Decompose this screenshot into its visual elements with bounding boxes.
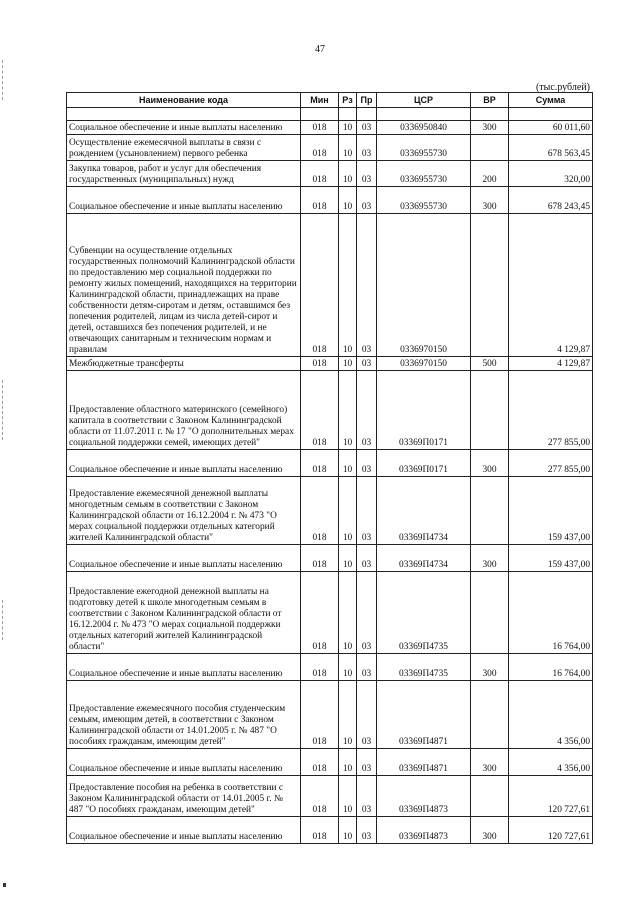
cell-sum: 120 727,61	[509, 776, 593, 817]
header-rz: Рз	[339, 93, 357, 108]
cell-rz: 10	[339, 371, 357, 450]
header-csr: ЦСР	[377, 93, 471, 108]
cell-vr	[471, 477, 509, 545]
budget-table	[66, 92, 593, 844]
cell-pr: 03	[357, 654, 377, 681]
table-row	[67, 214, 593, 357]
cell-csr	[377, 108, 471, 121]
header-sum: Сумма	[509, 93, 593, 108]
cell-csr: 03369П4734	[377, 477, 471, 545]
cell-sum: 320,00	[509, 161, 593, 187]
table-row	[67, 357, 593, 371]
cell-pr: 03	[357, 187, 377, 214]
cell-min: 018	[301, 161, 339, 187]
cell-sum: 159 437,00	[509, 545, 593, 572]
cell-sum: 4 129,87	[509, 214, 593, 357]
cell-rz: 10	[339, 187, 357, 214]
cell-min: 018	[301, 654, 339, 681]
cell-csr: 03369П0171	[377, 450, 471, 477]
cell-rz: 10	[339, 161, 357, 187]
cell-min: 018	[301, 121, 339, 135]
table-row	[67, 371, 593, 450]
cell-vr: 300	[471, 817, 509, 844]
cell-vr: 300	[471, 545, 509, 572]
table-row	[67, 121, 593, 135]
cell-sum: 60 011,60	[509, 121, 593, 135]
units-label: (тыс.рублей)	[535, 82, 590, 93]
cell-csr: 03369П0171	[377, 371, 471, 450]
cell-min: 018	[301, 776, 339, 817]
cell-vr	[471, 135, 509, 161]
cell-sum: 120 727,61	[509, 817, 593, 844]
table-row	[67, 681, 593, 749]
header-row	[67, 93, 593, 108]
cell-vr: 300	[471, 749, 509, 776]
cell-sum: 4 356,00	[509, 749, 593, 776]
cell-pr: 03	[357, 371, 377, 450]
cell-sum: 678 563,45	[509, 135, 593, 161]
cell-csr: 03369П4871	[377, 681, 471, 749]
cell-pr: 03	[357, 357, 377, 371]
cell-csr: 0336955730	[377, 135, 471, 161]
cell-sum: 4 356,00	[509, 681, 593, 749]
cell-vr: 300	[471, 187, 509, 214]
cell-name: Социальное обеспечение и иные выплаты населению	[67, 654, 301, 681]
cell-vr: 300	[471, 121, 509, 135]
cell-min: 018	[301, 545, 339, 572]
cell-name: Субвенции на осуществление отдельных государственных полномочий Калининградской области по предоставлению мер социальной поддержки по ремонту жилых помещений, находящихся на территории Калининградской области, принадлежащих на праве собственности детям-сиротам и детям, оставшимся без попечения родителей, лицам из числа детей-сирот и детей, оставшихся без попечения родителей, и не отвечающих санитарным и техническим нормам и правилам	[67, 214, 301, 357]
cell-sum: 159 437,00	[509, 477, 593, 545]
cell-csr: 03369П4735	[377, 572, 471, 654]
table-row	[67, 450, 593, 477]
cell-pr: 03	[357, 214, 377, 357]
cell-name: Социальное обеспечение и иные выплаты населению	[67, 749, 301, 776]
cell-min: 018	[301, 450, 339, 477]
cell-vr	[471, 214, 509, 357]
cell-min: 018	[301, 357, 339, 371]
cell-csr: 03369П4873	[377, 817, 471, 844]
cell-sum: 4 129,87	[509, 357, 593, 371]
cell-rz: 10	[339, 681, 357, 749]
cell-csr: 03369П4873	[377, 776, 471, 817]
cell-pr: 03	[357, 450, 377, 477]
cell-csr: 0336970150	[377, 214, 471, 357]
cell-name: Социальное обеспечение и иные выплаты населению	[67, 121, 301, 135]
header-min: Мин	[301, 93, 339, 108]
cell-rz: 10	[339, 545, 357, 572]
cell-min: 018	[301, 572, 339, 654]
cell-rz: 10	[339, 121, 357, 135]
cell-name: Предоставление областного материнского (семейного) капитала в соответствии с Законом Калининградской области от 11.07.2011 г. № 17 "О дополнительных мерах социальной поддержки семей, имеющих детей"	[67, 371, 301, 450]
cell-pr: 03	[357, 681, 377, 749]
cell-vr: 500	[471, 357, 509, 371]
table-row	[67, 187, 593, 214]
cell-name: Социальное обеспечение и иные выплаты населению	[67, 187, 301, 214]
cell-name: Закупка товаров, работ и услуг для обеспечения государственных (муниципальных) нужд	[67, 161, 301, 187]
cell-sum: 16 764,00	[509, 572, 593, 654]
cell-rz: 10	[339, 214, 357, 357]
cell-pr	[357, 108, 377, 121]
cell-csr: 0336970150	[377, 357, 471, 371]
cell-vr	[471, 108, 509, 121]
cell-sum	[509, 108, 593, 121]
cell-vr	[471, 572, 509, 654]
cell-min: 018	[301, 214, 339, 357]
cell-rz: 10	[339, 654, 357, 681]
cell-csr: 0336955730	[377, 161, 471, 187]
cell-name: Предоставление ежемесячной денежной выплаты многодетным семьям в соответствии с Законом Калининградской области от 16.12.2004 г. № 473 "О мерах социальной поддержки отдельных категорий жителей Калининградской области"	[67, 477, 301, 545]
cell-rz: 10	[339, 450, 357, 477]
cell-vr	[471, 681, 509, 749]
table-row	[67, 135, 593, 161]
cell-csr: 03369П4735	[377, 654, 471, 681]
cell-rz: 10	[339, 817, 357, 844]
cell-min: 018	[301, 371, 339, 450]
cell-pr: 03	[357, 817, 377, 844]
cell-min: 018	[301, 135, 339, 161]
cell-pr: 03	[357, 749, 377, 776]
table-row	[67, 108, 593, 121]
cell-name: Социальное обеспечение и иные выплаты населению	[67, 817, 301, 844]
cell-rz: 10	[339, 357, 357, 371]
cell-sum: 678 243,45	[509, 187, 593, 214]
cell-name: Осуществление ежемесячной выплаты в связи с рождением (усыновлением) первого ребенка	[67, 135, 301, 161]
cell-pr: 03	[357, 161, 377, 187]
table-row	[67, 654, 593, 681]
cell-sum: 16 764,00	[509, 654, 593, 681]
cell-name: Предоставление ежемесячного пособия студенческим семьям, имеющим детей, в соответствии с Законом Калининградской области от 14.01.2005 г. № 487 "О пособиях гражданам, имеющим детей"	[67, 681, 301, 749]
scan-mark	[3, 883, 6, 887]
page-number: 47	[315, 44, 325, 55]
table-row	[67, 572, 593, 654]
table-row	[67, 817, 593, 844]
cell-min: 018	[301, 187, 339, 214]
cell-min: 018	[301, 817, 339, 844]
table-row	[67, 477, 593, 545]
cell-name: Предоставление ежегодной денежной выплаты на подготовку детей к школе многодетным семьям в соответствии с Законом Калининградской области от 16.12.2004 г. № 473 "О мерах социальной поддержки отдельных категорий жителей Калининградской области"	[67, 572, 301, 654]
cell-rz: 10	[339, 572, 357, 654]
cell-name: Предоставление пособия на ребенка в соответствии с Законом Калининградской области от 14.01.2005 г. № 487 "О пособиях гражданам, имеющим детей"	[67, 776, 301, 817]
cell-rz: 10	[339, 776, 357, 817]
cell-pr: 03	[357, 545, 377, 572]
cell-rz: 10	[339, 135, 357, 161]
cell-vr	[471, 776, 509, 817]
header-name: Наименование кода	[67, 93, 301, 108]
table-row	[67, 161, 593, 187]
cell-name: Межбюджетные трансферты	[67, 357, 301, 371]
cell-min: 018	[301, 749, 339, 776]
cell-pr: 03	[357, 477, 377, 545]
cell-vr: 300	[471, 450, 509, 477]
cell-rz	[339, 108, 357, 121]
cell-min: 018	[301, 681, 339, 749]
cell-csr: 03369П4734	[377, 545, 471, 572]
cell-rz: 10	[339, 477, 357, 545]
cell-csr: 0336950840	[377, 121, 471, 135]
cell-vr: 200	[471, 161, 509, 187]
table-row	[67, 545, 593, 572]
cell-pr: 03	[357, 121, 377, 135]
cell-min	[301, 108, 339, 121]
cell-name: Социальное обеспечение и иные выплаты населению	[67, 450, 301, 477]
cell-csr: 0336955730	[377, 187, 471, 214]
cell-sum: 277 855,00	[509, 371, 593, 450]
cell-vr: 300	[471, 654, 509, 681]
table-row	[67, 749, 593, 776]
cell-name	[67, 108, 301, 121]
table-row	[67, 776, 593, 817]
cell-vr	[471, 371, 509, 450]
cell-sum: 277 855,00	[509, 450, 593, 477]
cell-pr: 03	[357, 135, 377, 161]
cell-name: Социальное обеспечение и иные выплаты населению	[67, 545, 301, 572]
header-vr: ВР	[471, 93, 509, 108]
cell-csr: 03369П4871	[377, 749, 471, 776]
cell-rz: 10	[339, 749, 357, 776]
header-pr: Пр	[357, 93, 377, 108]
cell-pr: 03	[357, 776, 377, 817]
cell-min: 018	[301, 477, 339, 545]
cell-pr: 03	[357, 572, 377, 654]
